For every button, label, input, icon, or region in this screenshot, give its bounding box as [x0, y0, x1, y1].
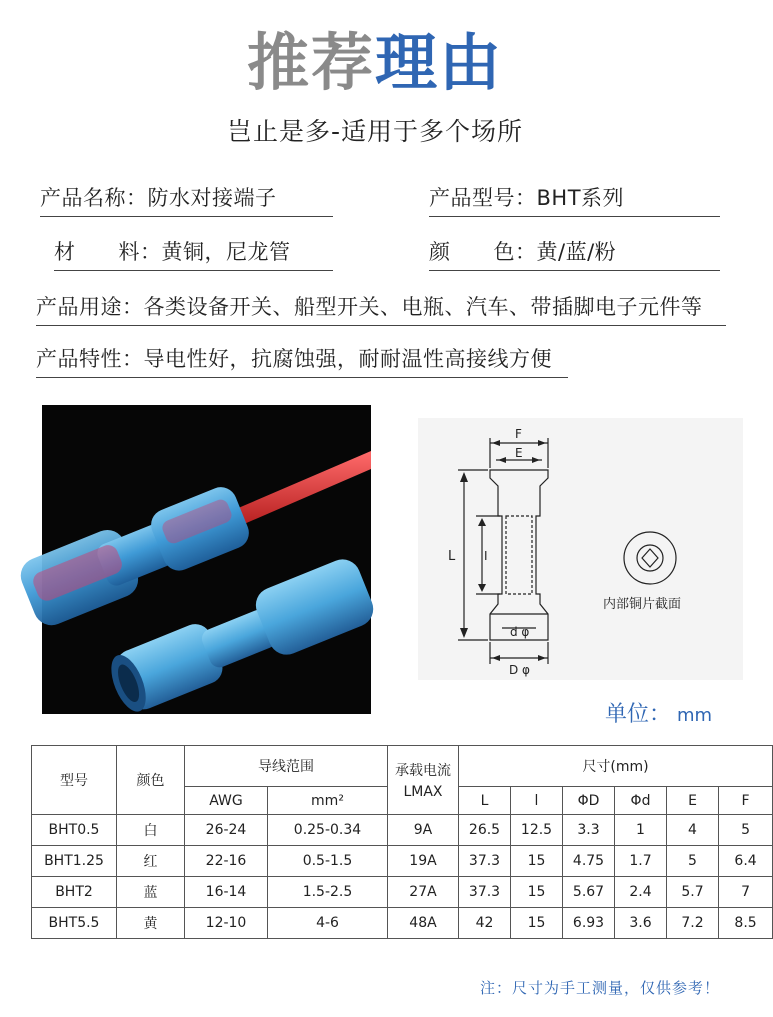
cell-L: 42: [459, 908, 511, 939]
title-blue-part: 理由: [375, 26, 504, 99]
table-row: [32, 815, 773, 846]
dimension-drawing: [418, 418, 743, 680]
cell-current: 27A: [388, 877, 459, 908]
cell-E: 5: [667, 846, 719, 877]
unit-label-text: 单位：: [605, 702, 672, 727]
cell-color: 蓝: [117, 877, 185, 908]
cell-D: 5.67: [563, 877, 615, 908]
title-gray-part: 推荐: [246, 26, 375, 99]
cell-awg: 26-24: [185, 815, 268, 846]
product-photo: [42, 405, 371, 714]
spec-product-name: 产品名称：防水对接端子: [40, 182, 333, 217]
cell-l: 15: [511, 846, 563, 877]
cell-d: 1.7: [615, 846, 667, 877]
label-e: E: [515, 446, 523, 460]
cell-D: 4.75: [563, 846, 615, 877]
cell-L: 37.3: [459, 846, 511, 877]
cell-mm2: 0.25-0.34: [268, 815, 388, 846]
spec-table: [31, 745, 773, 939]
cell-awg: 22-16: [185, 846, 268, 877]
header-size: 尺寸(mm): [459, 746, 773, 787]
label-f: F: [515, 427, 522, 441]
header-E: E: [667, 787, 719, 815]
header-model: 型号: [32, 746, 117, 815]
header-D: ΦD: [563, 787, 615, 815]
label-i: I: [484, 549, 488, 563]
unit-label: [605, 697, 712, 728]
cell-L: 26.5: [459, 815, 511, 846]
table-row: [32, 877, 773, 908]
header-l: l: [511, 787, 563, 815]
cell-model: BHT5.5: [32, 908, 117, 939]
label-l: L: [448, 549, 456, 564]
cell-mm2: 1.5-2.5: [268, 877, 388, 908]
cell-model: BHT1.25: [32, 846, 117, 877]
cell-model: BHT2: [32, 877, 117, 908]
header-wire-range: 导线范围: [185, 746, 388, 787]
header-L: L: [459, 787, 511, 815]
cell-color: 白: [117, 815, 185, 846]
page-title: [0, 28, 750, 98]
header-current: [388, 746, 459, 815]
header-current-line1: 承载电流: [395, 763, 451, 779]
label-d-small: d φ: [510, 625, 530, 639]
cell-mm2: 0.5-1.5: [268, 846, 388, 877]
header-d: Φd: [615, 787, 667, 815]
cell-d: 1: [615, 815, 667, 846]
cell-mm2: 4-6: [268, 908, 388, 939]
spec-material: 材 料：黄铜，尼龙管: [54, 236, 333, 271]
cell-F: 8.5: [719, 908, 773, 939]
table-row: [32, 846, 773, 877]
footnote: 注：尺寸为手工测量，仅供参考！: [480, 979, 721, 997]
unit-value: mm: [677, 705, 713, 726]
cell-color: 红: [117, 846, 185, 877]
cell-color: 黄: [117, 908, 185, 939]
cell-D: 6.93: [563, 908, 615, 939]
section-caption: 内部铜片截面: [603, 597, 682, 612]
header-color: 颜色: [117, 746, 185, 815]
cell-F: 7: [719, 877, 773, 908]
cell-E: 7.2: [667, 908, 719, 939]
cell-awg: 16-14: [185, 877, 268, 908]
header-awg: AWG: [185, 787, 268, 815]
cell-L: 37.3: [459, 877, 511, 908]
label-d-big: D φ: [509, 663, 530, 677]
cell-F: 6.4: [719, 846, 773, 877]
cell-D: 3.3: [563, 815, 615, 846]
cell-awg: 12-10: [185, 908, 268, 939]
cell-F: 5: [719, 815, 773, 846]
cell-current: 19A: [388, 846, 459, 877]
table-row: [32, 908, 773, 939]
spec-usage: 产品用途：各类设备开关、船型开关、电瓶、汽车、带插脚电子元件等: [36, 291, 726, 326]
cell-l: 15: [511, 877, 563, 908]
cell-d: 3.6: [615, 908, 667, 939]
cell-E: 4: [667, 815, 719, 846]
cell-current: 9A: [388, 815, 459, 846]
spec-feature: 产品特性：导电性好，抗腐蚀强，耐耐温性高接线方便: [36, 343, 568, 378]
cell-l: 12.5: [511, 815, 563, 846]
spec-color: 颜 色：黄/蓝/粉: [429, 236, 720, 271]
cell-l: 15: [511, 908, 563, 939]
header-F: F: [719, 787, 773, 815]
page-subtitle: 岂止是多-适用于多个场所: [226, 117, 524, 146]
spec-product-model: 产品型号：BHT系列: [429, 182, 720, 217]
cell-E: 5.7: [667, 877, 719, 908]
cell-model: BHT0.5: [32, 815, 117, 846]
cell-d: 2.4: [615, 877, 667, 908]
header-mm2: mm²: [268, 787, 388, 815]
header-current-line2: LMAX: [403, 784, 443, 800]
cell-current: 48A: [388, 908, 459, 939]
